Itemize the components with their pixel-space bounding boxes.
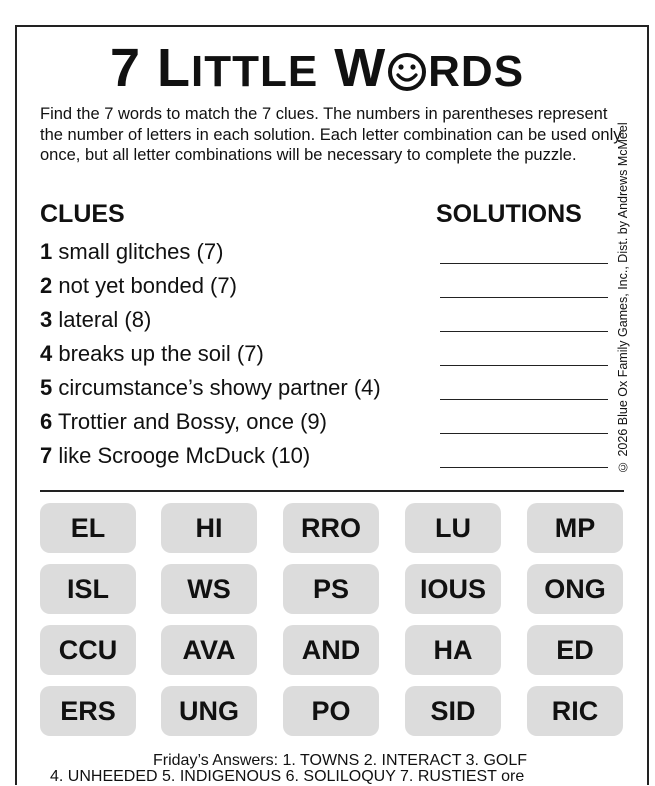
puzzle-title (0, 38, 634, 102)
copyright-credit: © 2026 Blue Ox Family Games, Inc., Dist. by Andrews McMeel (616, 122, 630, 474)
solution-blank-1[interactable] (440, 263, 608, 264)
solution-blank-6[interactable] (440, 433, 608, 434)
letter-tile[interactable]: LU (405, 503, 501, 553)
clue-text: not yet bonded (7) (58, 273, 237, 298)
letter-tile[interactable]: ED (527, 625, 623, 675)
letter-tile[interactable]: PO (283, 686, 379, 736)
solution-blank-2[interactable] (440, 297, 608, 298)
clue-number: 3 (40, 307, 53, 332)
clue-text: Trottier and Bossy, once (9) (57, 409, 327, 434)
clue-text: like Scrooge McDuck (10) (58, 443, 311, 468)
clue-text: breaks up the soil (7) (58, 341, 264, 366)
solution-blank-3[interactable] (440, 331, 608, 332)
letter-tile[interactable]: ONG (527, 564, 623, 614)
letter-tile[interactable]: UNG (161, 686, 257, 736)
title-part1-small: ITTLE (190, 47, 319, 96)
solution-blank-4[interactable] (440, 365, 608, 366)
smiley-face-icon (387, 52, 427, 92)
letter-tile[interactable]: RRO (283, 503, 379, 553)
title-part2: W (334, 38, 387, 98)
solutions-header: SOLUTIONS (436, 200, 582, 228)
letter-tile[interactable]: MP (527, 503, 623, 553)
solution-blank-7[interactable] (440, 467, 608, 468)
letter-tile[interactable]: PS (283, 564, 379, 614)
clue-text: small glitches (7) (58, 239, 224, 264)
section-divider (40, 490, 624, 492)
letter-tile[interactable]: SID (405, 686, 501, 736)
letter-tile[interactable]: WS (161, 564, 257, 614)
letter-tile[interactable]: EL (40, 503, 136, 553)
clue-text: circumstance’s showy partner (4) (58, 375, 381, 400)
previous-answers-line1: Friday’s Answers: 1. TOWNS 2. INTERACT 3. GOLF (152, 752, 528, 769)
letter-tile[interactable]: AVA (161, 625, 257, 675)
letter-tile[interactable]: ERS (40, 686, 136, 736)
clue-number: 1 (40, 239, 53, 264)
letter-tile[interactable]: HA (405, 625, 501, 675)
letter-tile[interactable]: HI (161, 503, 257, 553)
clue-number: 2 (40, 273, 53, 298)
letter-tile[interactable]: IOUS (405, 564, 501, 614)
clues-header: CLUES (40, 200, 125, 228)
solution-blank-5[interactable] (440, 399, 608, 400)
clue-number: 7 (40, 443, 53, 468)
instructions-text: Find the 7 words to match the 7 clues. The numbers in parentheses represent the number of letters in each solution. Each letter combination can be used only once, but all letter combinations will be necessary to complete the puzzle. (40, 105, 622, 164)
letter-tile[interactable]: AND (283, 625, 379, 675)
letter-tile[interactable]: ISL (40, 564, 136, 614)
title-part3-small: RDS (428, 47, 525, 96)
title-part1: 7 L (109, 38, 191, 98)
letter-tile[interactable]: RIC (527, 686, 623, 736)
letter-tile[interactable]: CCU (40, 625, 136, 675)
clue-number: 4 (40, 341, 53, 366)
previous-answers-line2: 4. UNHEEDED 5. INDIGENOUS 6. SOLILOQUY 7. RUSTIEST ore (50, 768, 525, 785)
clue-text: lateral (8) (58, 307, 152, 332)
clue-number: 5 (40, 375, 53, 400)
clue-number: 6 (40, 409, 53, 434)
